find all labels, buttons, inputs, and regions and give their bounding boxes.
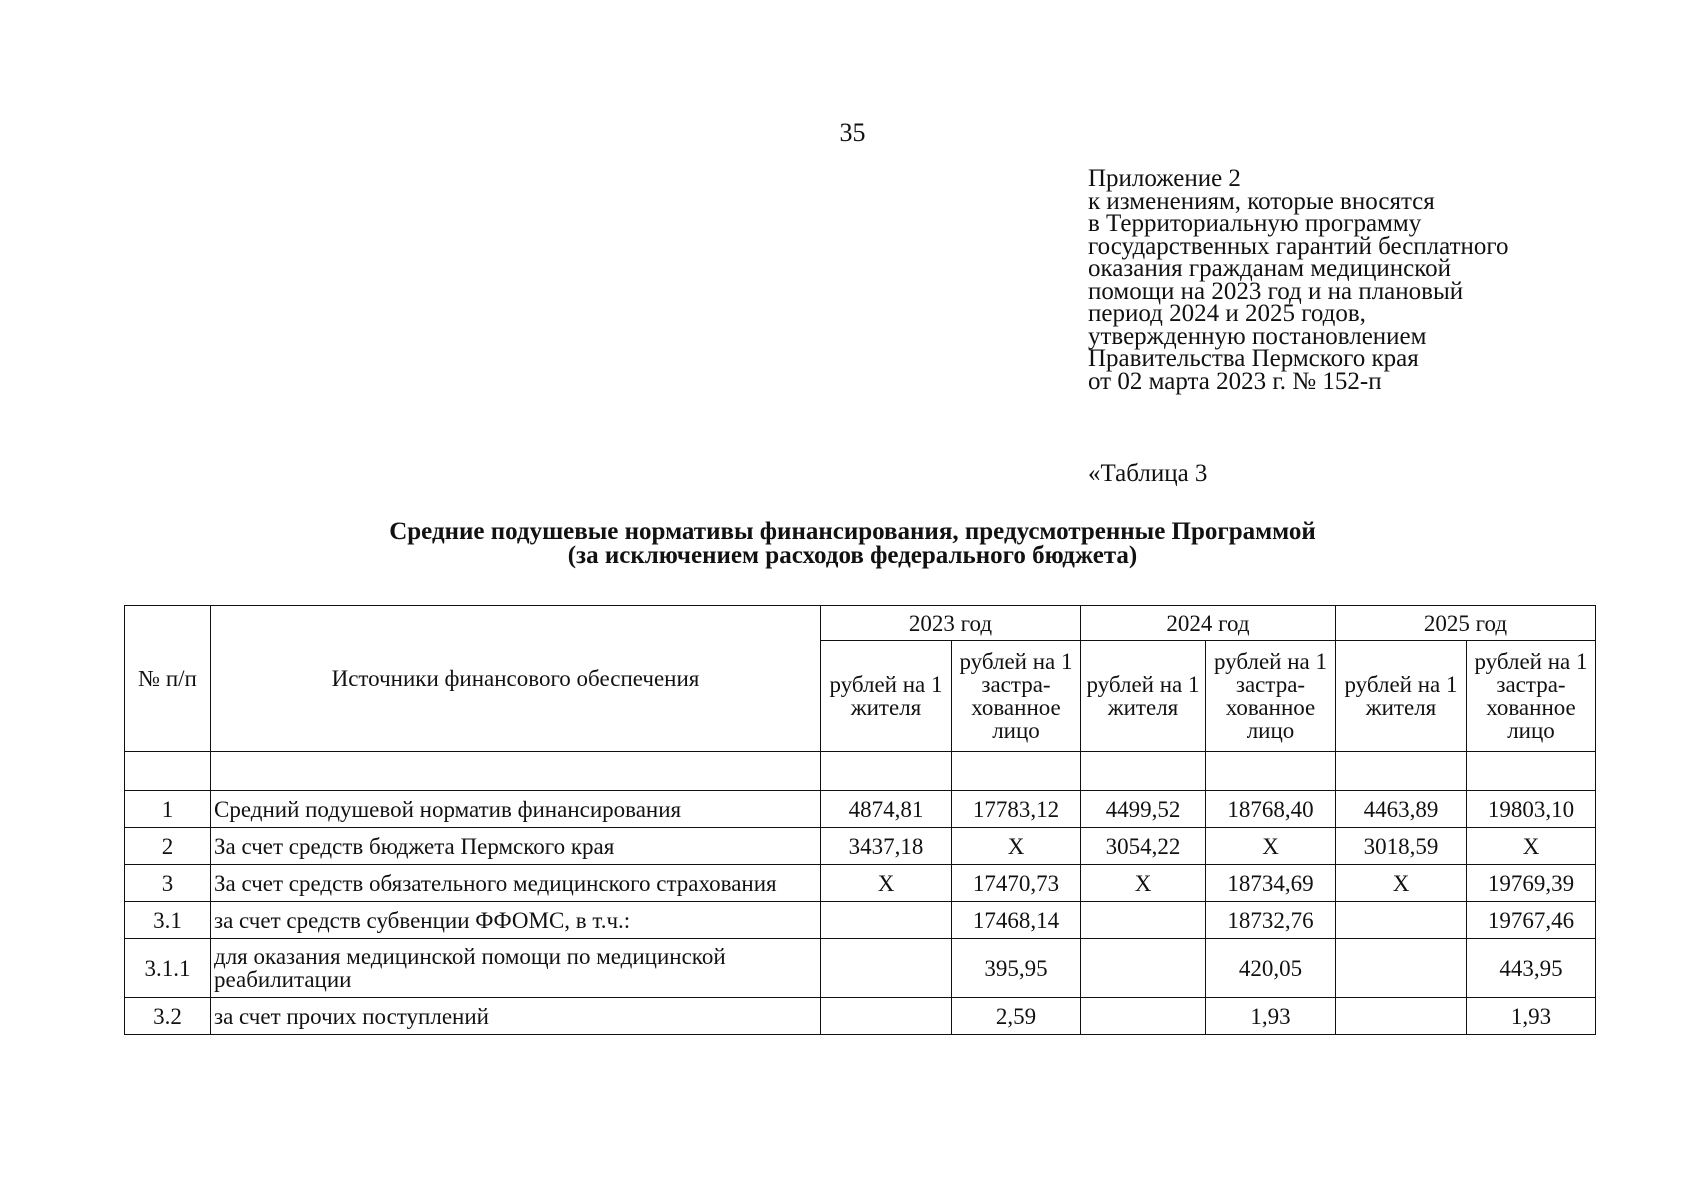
- row-num: 3.1.1: [125, 939, 211, 998]
- row-value: 3054,22: [1081, 828, 1206, 865]
- financing-norms-table: [124, 605, 1596, 1035]
- row-value: 17470,73: [952, 865, 1081, 902]
- row-value: 19767,46: [1467, 902, 1596, 939]
- header-unit: рублей на 1 жителя: [1081, 641, 1206, 752]
- row-value: [1081, 902, 1206, 939]
- column-number: [1336, 752, 1467, 791]
- column-number: [952, 752, 1081, 791]
- row-value: 19769,39: [1467, 865, 1596, 902]
- table-label: «Таблица 3: [1088, 460, 1208, 487]
- row-name: за счет средств субвенции ФФОМС, в т.ч.:: [211, 902, 821, 939]
- row-name: За счет средств обязательного медицинского страхования: [211, 865, 821, 902]
- column-number: [1081, 752, 1206, 791]
- appendix-line: оказания гражданам медицинской: [1088, 255, 1452, 282]
- header-unit: рублей на 1 застра-хованное лицо: [952, 641, 1081, 752]
- header-unit: рублей на 1 застра-хованное лицо: [1467, 641, 1596, 752]
- row-value: [821, 902, 952, 939]
- row-value: 4463,89: [1336, 791, 1467, 828]
- row-value: [1081, 998, 1206, 1035]
- row-num: 3.2: [125, 998, 211, 1035]
- header-row-years: [125, 606, 1596, 641]
- column-number: [125, 752, 211, 791]
- header-year: 2024 год: [1081, 606, 1336, 641]
- appendix-line: к изменениям, которые вносятся: [1088, 187, 1435, 215]
- row-value: [821, 939, 952, 998]
- appendix-line: государственных гарантий бесплатного: [1088, 232, 1509, 260]
- appendix-line: в Территориальную программу: [1088, 210, 1422, 237]
- row-value: 3437,18: [821, 828, 952, 865]
- row-name: За счет средств бюджета Пермского края: [211, 828, 821, 865]
- row-value: X: [1206, 828, 1336, 865]
- column-number: [1206, 752, 1336, 791]
- column-number-row: [125, 752, 1596, 791]
- row-name: для оказания медицинской помощи по медицинской реабилитации: [211, 939, 821, 998]
- appendix-line: утвержденную постановлением: [1088, 322, 1427, 350]
- appendix-line: помощи на 2023 год и на плановый: [1088, 277, 1464, 305]
- table-row: [125, 998, 1596, 1035]
- row-value: 420,05: [1206, 939, 1336, 998]
- column-number: [211, 752, 821, 791]
- row-value: X: [952, 828, 1081, 865]
- header-unit: рублей на 1 жителя: [821, 641, 952, 752]
- table-row: [125, 902, 1596, 939]
- appendix-line: от 02 марта 2023 г. № 152-п: [1088, 367, 1382, 395]
- row-value: 18732,76: [1206, 902, 1336, 939]
- row-value: 18734,69: [1206, 865, 1336, 902]
- appendix-line: период 2024 и 2025 годов,: [1088, 300, 1366, 327]
- row-value: 443,95: [1467, 939, 1596, 998]
- row-num: 3.1: [125, 902, 211, 939]
- row-num: 3: [125, 865, 211, 902]
- header-unit: рублей на 1 жителя: [1336, 641, 1467, 752]
- appendix-line: Приложение 2: [1088, 165, 1241, 192]
- row-value: 1,93: [1467, 998, 1596, 1035]
- title-line: (за исключением расходов федерального бюджета): [567, 542, 1138, 569]
- appendix-line: Правительства Пермского края: [1088, 345, 1419, 372]
- header-source: Источники финансового обеспечения: [211, 606, 821, 752]
- table-row: [125, 939, 1596, 998]
- row-value: [821, 998, 952, 1035]
- row-value: [1336, 998, 1467, 1035]
- row-num: 1: [125, 791, 211, 828]
- row-num: 2: [125, 828, 211, 865]
- row-value: X: [1336, 865, 1467, 902]
- table-row: [125, 791, 1596, 828]
- row-name: Средний подушевой норматив финансирования: [211, 791, 821, 828]
- row-value: X: [1081, 865, 1206, 902]
- row-value: [1336, 902, 1467, 939]
- header-num: № п/п: [125, 606, 211, 752]
- column-number: [821, 752, 952, 791]
- page-number: 35: [839, 118, 866, 147]
- row-value: 2,59: [952, 998, 1081, 1035]
- row-value: 395,95: [952, 939, 1081, 998]
- row-value: 3018,59: [1336, 828, 1467, 865]
- row-value: 17783,12: [952, 791, 1081, 828]
- header-year: 2023 год: [821, 606, 1081, 641]
- column-number: [1467, 752, 1596, 791]
- header-unit: рублей на 1 застра-хованное лицо: [1206, 641, 1336, 752]
- row-value: 4874,81: [821, 791, 952, 828]
- table-row: [125, 865, 1596, 902]
- appendix-block: [1088, 165, 1628, 395]
- row-value: [1336, 939, 1467, 998]
- row-value: 1,93: [1206, 998, 1336, 1035]
- row-value: 18768,40: [1206, 791, 1336, 828]
- header-year: 2025 год: [1336, 606, 1596, 641]
- row-name: за счет прочих поступлений: [211, 998, 821, 1035]
- row-value: X: [821, 865, 952, 902]
- row-value: 19803,10: [1467, 791, 1596, 828]
- row-value: 4499,52: [1081, 791, 1206, 828]
- row-value: 17468,14: [952, 902, 1081, 939]
- row-value: X: [1467, 828, 1596, 865]
- document-title: [0, 520, 1705, 568]
- title-line: Средние подушевые нормативы финансирования, предусмотренные Программой: [389, 518, 1316, 545]
- table-row: [125, 828, 1596, 865]
- row-value: [1081, 939, 1206, 998]
